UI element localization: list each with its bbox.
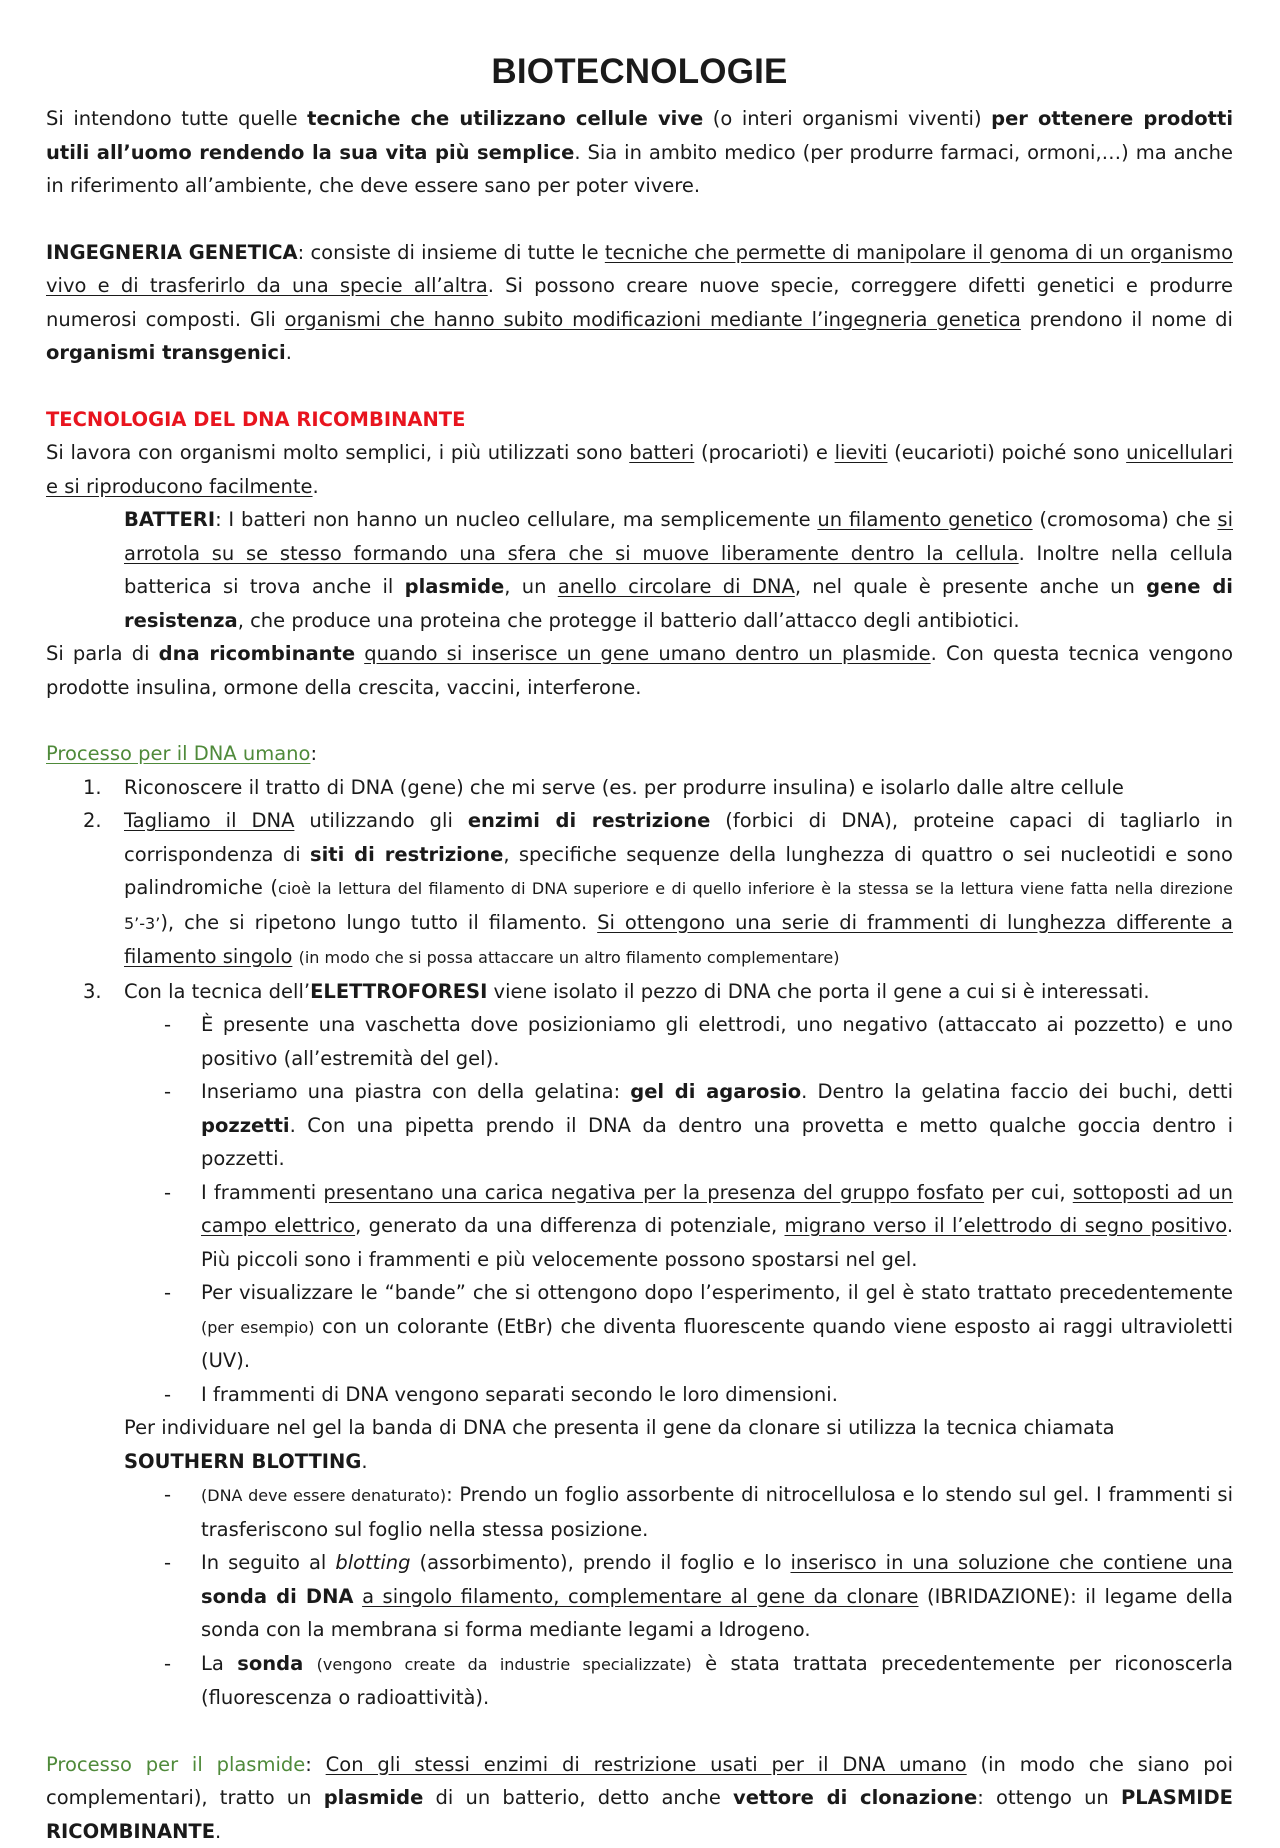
spacer [46,370,1233,403]
section-heading-recombinant-dna: TECNOLOGIA DEL DNA RICOMBINANTE [46,403,1233,437]
spacer [46,1715,1233,1748]
list-item: - Inseriamo una piastra con della gelatina: gel di agarosio. Dentro la gelatina faccio dei buchi, detti pozzetti. Con una pipetta prendo il DNA da dentro una provetta e metto qualche goccia dentro i pozzetti. [46,1075,1233,1176]
southern-blotting-paragraph: Per individuare nel gel la banda di DNA che presenta il gene da clonare si utilizza la tecnica chiamata SOUTHERN BLOTTING. [46,1411,1233,1478]
recombinant-dna-paragraph: Si parla di dna ricombinante quando si inserisce un gene umano dentro un plasmide. Con questa tecnica vengono prodotte insulina, ormone della crescita, vaccini, interferone. [46,637,1233,704]
spacer [46,203,1233,236]
list-item: - È presente una vaschetta dove posizioniamo gli elettrodi, uno negativo (attaccato ai pozzetto) e uno positivo (all’estremità del gel). [46,1008,1233,1075]
page-title: BIOTECNOLOGIE [46,50,1233,94]
list-item: - I frammenti di DNA vengono separati secondo le loro dimensioni. [46,1378,1233,1412]
list-item: - In seguito al blotting (assorbimento), prendo il foglio e lo inserisco in una soluzione che contiene una sonda di DNA a singolo filamento, complementare al gene da clonare (IBRIDAZIONE): il legame della sonda con la membrana si forma mediante legami a Idrogeno. [46,1546,1233,1647]
genetic-engineering-paragraph: INGEGNERIA GENETICA: consiste di insieme di tutte le tecniche che permette di manipolare il genoma di un organismo vivo e di trasferirlo da una specie all’altra. Si possono creare nuove specie, correggere difetti genetici e produrre numerosi composti. Gli organismi che hanno subito modificazioni mediante l’ingegneria genetica prendono il nome di organismi transgenici. [46,236,1233,370]
step-item-2: 2. Tagliamo il DNA utilizzando gli enzimi di restrizione (forbici di DNA), proteine capaci di tagliarlo in corrispondenza di siti di restrizione, specifiche sequenze della lunghezza di quattro o sei nucleotidi e sono palindromiche (cioè la lettura del filamento di DNA superiore e di quello inferiore è la stessa se la lettura viene fatta nella direzione 5’-3’), che si ripetono lungo tutto il filamento. Si ottengono una serie di frammenti di lunghezza differente a filamento singolo (in modo che si possa attaccare un altro filamento complementare) [46,804,1233,975]
bacteria-paragraph: BATTERI: I batteri non hanno un nucleo cellulare, ma semplicemente un filamento genetico (cromosoma) che si arrotola su se stesso formando una sfera che si muove liberamente dentro la cellula. Inoltre nella cellula batterica si trova anche il plasmide, un anello circolare di DNA, nel quale è presente anche un gene di resistenza, che produce una proteina che protegge il batterio dall’attacco degli antibiotici. [46,503,1233,637]
step-item-1: 1. Riconoscere il tratto di DNA (gene) che mi serve (es. per produrre insulina) e isolarlo dalle altre cellule [46,771,1233,805]
step-item-3: 3. Con la tecnica dell’ELETTROFORESI viene isolato il pezzo di DNA che porta il gene a cui si è interessati. [46,975,1233,1009]
list-item: - (DNA deve essere denaturato): Prendo un foglio assorbente di nitrocellulosa e lo stendo sul gel. I frammenti si trasferiscono sul foglio nella stessa posizione. [46,1478,1233,1546]
plasmid-process-paragraph: Processo per il plasmide: Con gli stessi enzimi di restrizione usati per il DNA umano (in modo che siano poi complementari), tratto un plasmide di un batterio, detto anche vettore di clonazione: ottengo un PLASMIDE RICOMBINANTE. [46,1748,1233,1848]
southern-blotting-list [46,1478,1233,1715]
organisms-paragraph: Si lavora con organismi molto semplici, i più utilizzati sono batteri (procarioti) e lieviti (eucarioti) poiché sono unicellulari e si riproducono facilmente. [46,436,1233,503]
intro-paragraph: Si intendono tutte quelle tecniche che utilizzano cellule vive (o interi organismi viventi) per ottenere prodotti utili all’uomo rendendo la sua vita più semplice. Sia in ambito medico (per produrre farmaci, ormoni,…) ma anche in riferimento all’ambiente, che deve essere sano per poter vivere. [46,102,1233,203]
list-item: - Per visualizzare le “bande” che si ottengono dopo l’esperimento, il gel è stato trattato precedentemente (per esempio) con un colorante (EtBr) che diventa fluorescente quando viene esposto ai raggi ultravioletti (UV). [46,1276,1233,1378]
process-human-dna-heading: Processo per il DNA umano: [46,737,1233,771]
list-item: - La sonda (vengono create da industrie specializzate) è stata trattata precedentemente per riconoscerla (fluorescenza o radioattività). [46,1647,1233,1715]
process-steps-list [46,771,1233,1009]
electrophoresis-list [46,1008,1233,1411]
list-item: - I frammenti presentano una carica negativa per la presenza del gruppo fosfato per cui, sottoposti ad un campo elettrico, generato da una differenza di potenziale, migrano verso il l’elettrodo di segno positivo. Più piccoli sono i frammenti e più velocemente possono spostarsi nel gel. [46,1176,1233,1277]
spacer [46,704,1233,737]
